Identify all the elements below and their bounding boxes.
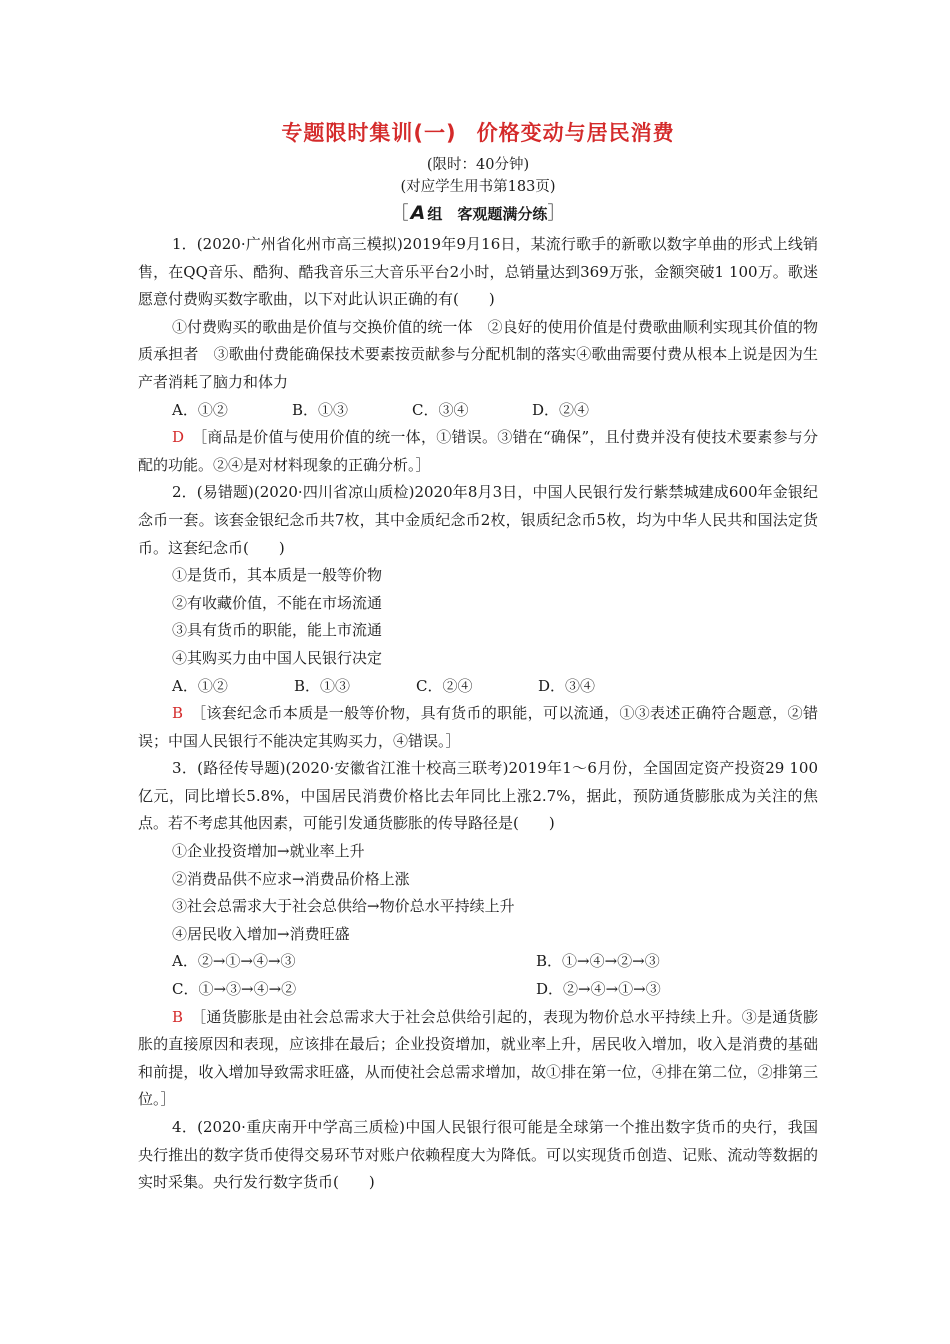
q1-explanation: ［商品是价值与使用价值的统一体，①错误。③错在“确保”，且付费并没有使技术要素参与分配的功能。②④是对材料现象的正确分析。］ — [138, 428, 818, 474]
q3-choices — [138, 948, 818, 1003]
q2-statement-3: ③具有货币的职能，能上市流通 — [172, 621, 383, 640]
q4-stem: 4．(2020·重庆南开中学高三质检)中国人民银行很可能是全球第一个推出数字货币的央行，我国央行推出的数字货币使得交易环节对账户依赖程度大为降低。可以实现货币创造、记账、流动等数据的实时采集。央行发行数字货币( ) — [138, 1118, 818, 1192]
q3-stem: 3．(路径传导题)(2020·安徽省江淮十校高三联考)2019年1～6月份，全国固定资产投资29 100亿元，同比增长5.8%，中国居民消费价格比去年同比上涨2.7%，据此，预防通货膨胀成为关注的焦点。若不考虑其他因素，可能引发通货膨胀的传导路径是( ) — [138, 759, 818, 833]
q3-choice-c: C．①→③→④→② — [172, 980, 297, 999]
q1-choices — [138, 397, 818, 425]
q1-choice-c: C．③④ — [412, 400, 469, 419]
q2-statement-2: ②有收藏价值，不能在市场流通 — [172, 593, 383, 612]
q1-statements: ①付费购买的歌曲是价值与交换价值的统一体 ②良好的使用价值是付费歌曲顺利实现其价值的物质承担者 ③歌曲付费能确保技术要素按贡献参与分配机制的落实④歌曲需要付费从根本上说是因为生产者消耗了脑力和体力 — [138, 317, 818, 391]
page-title — [138, 118, 818, 148]
q1-stem: 1．(2020·广州省化州市高三模拟)2019年9月16日，某流行歌手的新歌以数字单曲的形式上线销售，在QQ音乐、酷狗、酷我音乐三大音乐平台2小时，总销量达到369万张，金额突破1 100万。歌迷愿意付费购买数字歌曲，以下对此认识正确的有( ) — [138, 235, 818, 309]
q2-choice-d: D．③④ — [538, 676, 596, 695]
group-letter: A — [410, 202, 426, 224]
group-heading: ［ A 组 客观题满分练］ — [390, 202, 566, 224]
q2-statement-4: ④其购买力由中国人民银行决定 — [172, 648, 383, 667]
q2-statement-1: ①是货币，其本质是一般等价物 — [172, 566, 383, 585]
time-limit: (限时：40分钟) — [426, 157, 530, 173]
q3-explanation: ［通货膨胀是由社会总需求大于社会总供给引起的，表现为物价总水平持续上升。③是通货膨胀的直接原因和表现，应该排在最后；企业投资增加，就业率上升，居民收入增加，收入是消费的基础和前提，收入增加导致需求旺盛，从而使社会总需求增加，故①排在第一位，④排在第二位，②排第三位。］ — [138, 1007, 818, 1109]
q1-choice-d: D．②④ — [532, 400, 590, 419]
q2-choices — [138, 673, 818, 701]
title-right: 价格变动与居民消费 — [476, 121, 675, 145]
q3-answer: B — [172, 1007, 184, 1026]
q2-choice-c: C．②④ — [416, 676, 473, 695]
q2-explanation: ［该套纪念币本质是一般等价物，具有货币的职能，可以流通，①③表述正确符合题意，②错误；中国人民银行不能决定其购买力，④错误。］ — [138, 704, 818, 750]
q3-statement-4: ④居民收入增加→消费旺盛 — [172, 924, 350, 943]
document-page — [138, 118, 818, 1197]
q3-statement-1: ①企业投资增加→就业率上升 — [172, 842, 365, 861]
q2-choice-b: B．①③ — [294, 676, 351, 695]
q2-stem: 2．(易错题)(2020·四川省凉山质检)2020年8月3日，中国人民银行发行紫禁城建成600年金银纪念币一套。该套金银纪念币共7枚，其中金质纪念币2枚，银质纪念币5枚，均为中华人民共和国法定货币。这套纪念币( ) — [138, 483, 818, 557]
q3-statement-3: ③社会总需求大于社会总供给→物价总水平持续上升 — [172, 897, 515, 916]
q1-answer: D — [172, 428, 185, 447]
q2-choice-a: A．①② — [172, 676, 228, 695]
q1-choice-b: B．①③ — [292, 400, 349, 419]
q2-answer: B — [172, 704, 184, 723]
q1-explanation-block — [138, 424, 818, 479]
q3-choice-b: B．①→④→②→③ — [536, 952, 660, 971]
q3-choice-a: A．②→①→④→③ — [172, 952, 296, 971]
q2-explanation-block — [138, 700, 818, 755]
title-left: 专题限时集训(一) — [281, 121, 457, 145]
q1-choice-a: A．①② — [172, 400, 228, 419]
group-label: 组 客观题满分练 — [427, 205, 548, 223]
book-reference: (对应学生用书第183页) — [400, 179, 556, 195]
q3-explanation-block — [138, 1004, 818, 1114]
q3-choice-d: D．②→④→①→③ — [536, 980, 661, 999]
q3-statement-2: ②消费品供不应求→消费品价格上涨 — [172, 869, 410, 888]
